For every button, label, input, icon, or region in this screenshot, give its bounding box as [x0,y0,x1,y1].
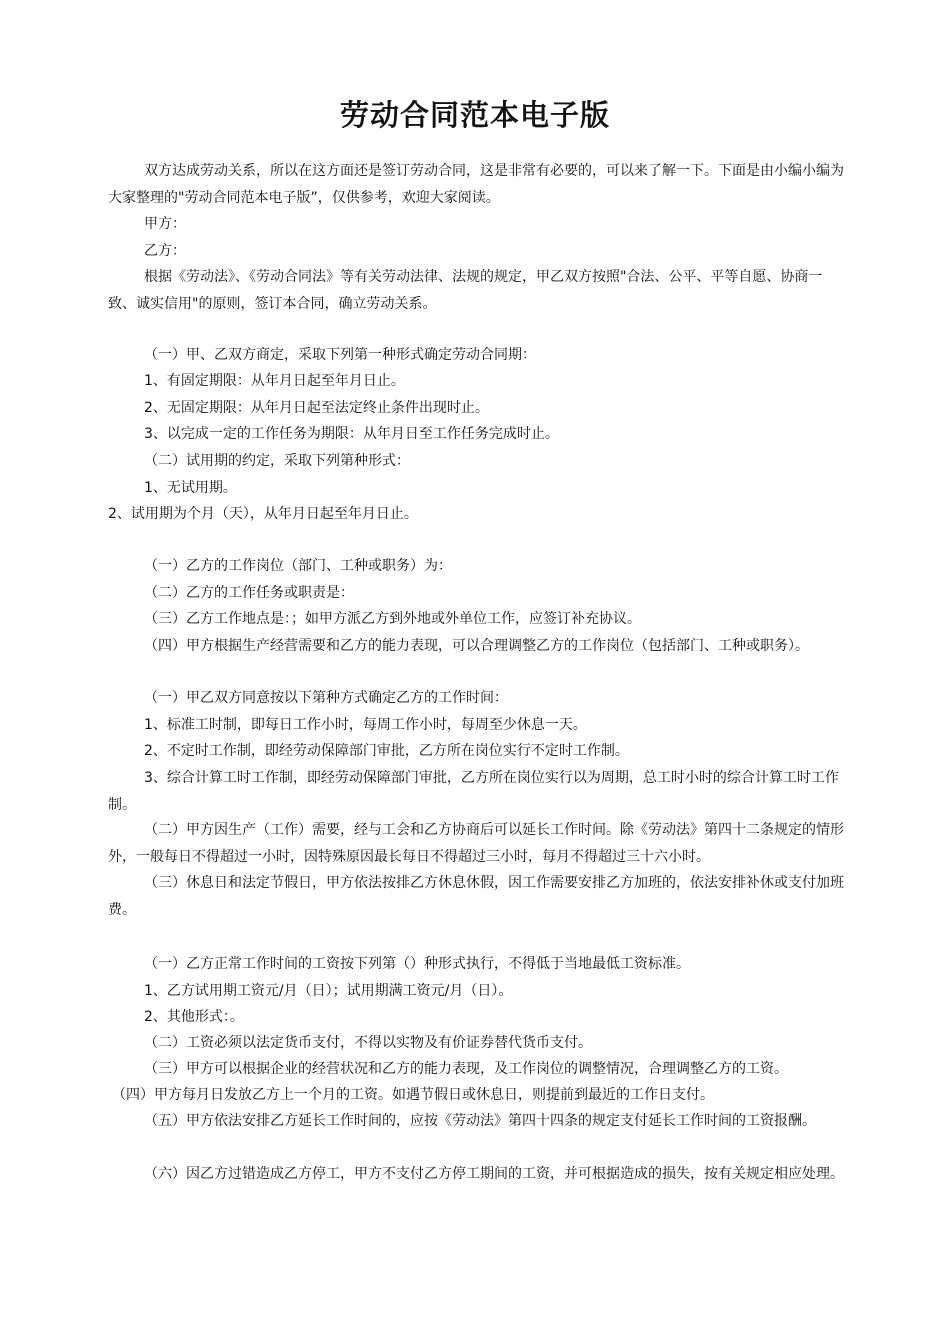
holiday-clause: （三）休息日和法定节假日，甲方依法按排乙方休息休假，因工作需要安排乙方加班的，依法安排补休或支付加班费。 [108,875,844,918]
term-clause-item-2: 2、无固定期限：从年月日起至法定终止条件出现时止。 [144,400,489,416]
wage-payday-clause: （四）甲方每月日发放乙方上一个月的工资。如遇节假日或休息日，则提前到最近的工作日支付。 [112,1087,714,1103]
wage-item-2: 2、其他形式：。 [144,1009,244,1025]
job-position-clause: （一）乙方的工作岗位（部门、工种或职务）为： [144,558,452,574]
work-hours-item-2: 2、不定时工作制，即经劳动保障部门审批，乙方所在岗位实行不定时工作制。 [144,743,629,759]
job-duty-clause: （二）乙方的工作任务或职责是： [144,585,354,601]
probation-heading: （二）试用期的约定，采取下列第种形式： [144,453,410,469]
overtime-clause: （二）甲方因生产（工作）需要，经与工会和乙方协商后可以延长工作时间。除《劳动法》第四十二条规定的情形外，一般每日不得超过一小时，因特殊原因最长每日不得超过三小时，每月不得超过三十六小时。 [108,822,844,865]
position-adjust-clause: （四）甲方根据生产经营需要和乙方的能力表现，可以合理调整乙方的工作岗位（包括部门、工种或职务）。 [144,638,809,654]
party-a-line: 甲方： [144,216,186,232]
wage-item-1: 1、乙方试用期工资元/月（日）；试用期满工资元/月（日）。 [144,983,513,999]
party-b-line: 乙方： [144,243,186,259]
overtime-pay-clause: （五）甲方依法安排乙方延长工作时间的，应按《劳动法》第四十四条的规定支付延长工作时间的工资报酬。 [144,1113,816,1129]
work-hours-heading: （一）甲乙双方同意按以下第种方式确定乙方的工作时间： [144,690,508,706]
term-clause-item-1: 1、有固定期限：从年月日起至年月日止。 [144,373,405,389]
work-stoppage-clause: （六）因乙方过错造成乙方停工，甲方不支付乙方停工期间的工资，并可根据造成的损失，按有关规定相应处理。 [144,1166,844,1182]
document-title: 劳动合同范本电子版 [339,98,610,132]
work-location-clause: （三）乙方工作地点是：；如甲方派乙方到外地或外单位工作，应签订补充协议。 [144,611,641,627]
wage-adjust-clause: （三）甲方可以根据企业的经营状况和乙方的能力表现，及工作岗位的调整情况，合理调整乙方的工资。 [144,1061,788,1077]
term-clause-heading: （一）甲、乙双方商定，采取下列第一种形式确定劳动合同期： [144,347,536,363]
wage-currency-clause: （二）工资必须以法定货币支付，不得以实物及有价证券替代货币支付。 [144,1035,592,1051]
legal-basis-paragraph: 根据《劳动法》、《劳动合同法》等有关劳动法律、法规的规定，甲乙双方按照"合法、公平、平等自愿、协商一致、诚实信用"的原则，签订本合同，确立劳动关系。 [108,269,823,312]
work-hours-item-3: 3、综合计算工时工作制，即经劳动保障部门审批，乙方所在岗位实行以为周期，总工时小时的综合计算工时工作制。 [108,770,839,813]
wage-heading: （一）乙方正常工作时间的工资按下列第（）种形式执行，不得低于当地最低工资标准。 [144,956,690,972]
probation-item-1: 1、无试用期。 [144,480,237,496]
intro-paragraph: 双方达成劳动关系，所以在这方面还是签订劳动合同，这是非常有必要的，可以来了解一下。下面是由小编小编为大家整理的"劳动合同范本电子版”，仅供参考，欢迎大家阅读。 [108,163,844,206]
probation-item-2: 2、试用期为个月（天），从年月日起至年月日止。 [108,506,418,522]
work-hours-item-1: 1、标准工时制，即每日工作小时，每周工作小时，每周至少休息一天。 [144,717,587,733]
term-clause-item-3: 3、以完成一定的工作任务为期限：从年月日至工作任务完成时止。 [144,426,559,442]
